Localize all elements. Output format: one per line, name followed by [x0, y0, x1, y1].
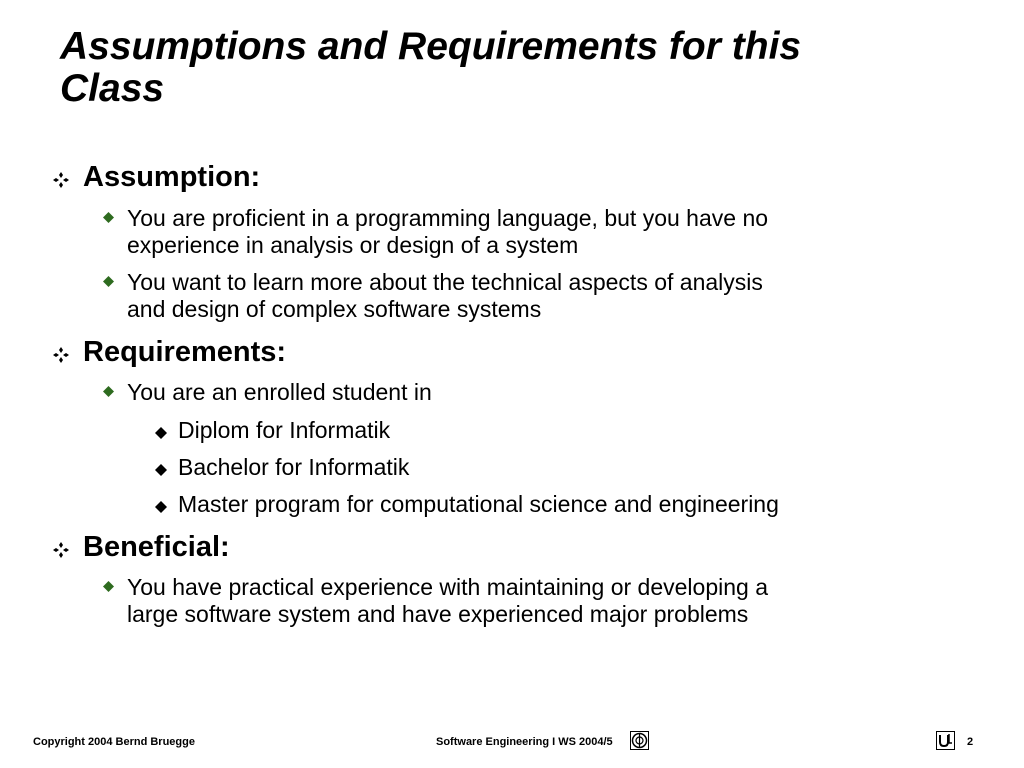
black-diamond-bullet-icon	[155, 501, 167, 513]
footer-course: Software Engineering I WS 2004/5	[436, 736, 613, 748]
section-assumption	[52, 160, 260, 194]
section-heading: Assumption:	[83, 161, 261, 193]
black-diamond-bullet-icon	[155, 464, 167, 476]
bullet-text-line: You have practical experience with maintaining or developing a	[127, 574, 769, 600]
sub-bullet-text: Master program for computational science and engineering	[178, 491, 779, 517]
bullet-item	[103, 269, 933, 323]
four-diamond-bullet-icon	[52, 171, 70, 189]
slide-title-line-1: Assumptions and Requirements for this	[60, 25, 802, 68]
tum-seal-logo	[630, 731, 649, 750]
bullet-item	[103, 205, 933, 259]
bullet-text-line: and design of complex software systems	[127, 296, 542, 322]
section-heading: Requirements:	[83, 336, 287, 368]
university-logo	[936, 731, 955, 750]
four-diamond-bullet-icon	[52, 346, 70, 364]
bullet-text-line: You are proficient in a programming language, but you have no	[127, 205, 769, 231]
sub-bullet-item	[155, 491, 955, 518]
bullet-text-line: You want to learn more about the technical aspects of analysis	[127, 269, 763, 295]
section-heading: Beneficial:	[83, 531, 230, 563]
bullet-item	[103, 379, 933, 406]
bullet-text-line: large software system and have experienced major problems	[127, 601, 749, 627]
footer-copyright: Copyright 2004 Bernd Bruegge	[33, 736, 195, 748]
slide-title-line-2: Class	[60, 67, 165, 110]
green-diamond-bullet-icon	[103, 276, 114, 287]
green-diamond-bullet-icon	[103, 212, 114, 223]
green-diamond-bullet-icon	[103, 581, 114, 592]
sub-bullet-text: Diplom for Informatik	[178, 417, 391, 443]
sub-bullet-text: Bachelor for Informatik	[178, 454, 410, 480]
slide-title	[60, 26, 960, 110]
section-requirements	[52, 335, 286, 369]
page-number: 2	[967, 736, 974, 748]
four-diamond-bullet-icon	[52, 541, 70, 559]
section-beneficial	[52, 530, 230, 564]
bullet-text-line: You are an enrolled student in	[127, 379, 432, 405]
green-diamond-bullet-icon	[103, 386, 114, 397]
black-diamond-bullet-icon	[155, 427, 167, 439]
sub-bullet-item	[155, 454, 955, 481]
bullet-text-line: experience in analysis or design of a system	[127, 232, 579, 258]
sub-bullet-item	[155, 417, 955, 444]
bullet-item	[103, 574, 933, 628]
